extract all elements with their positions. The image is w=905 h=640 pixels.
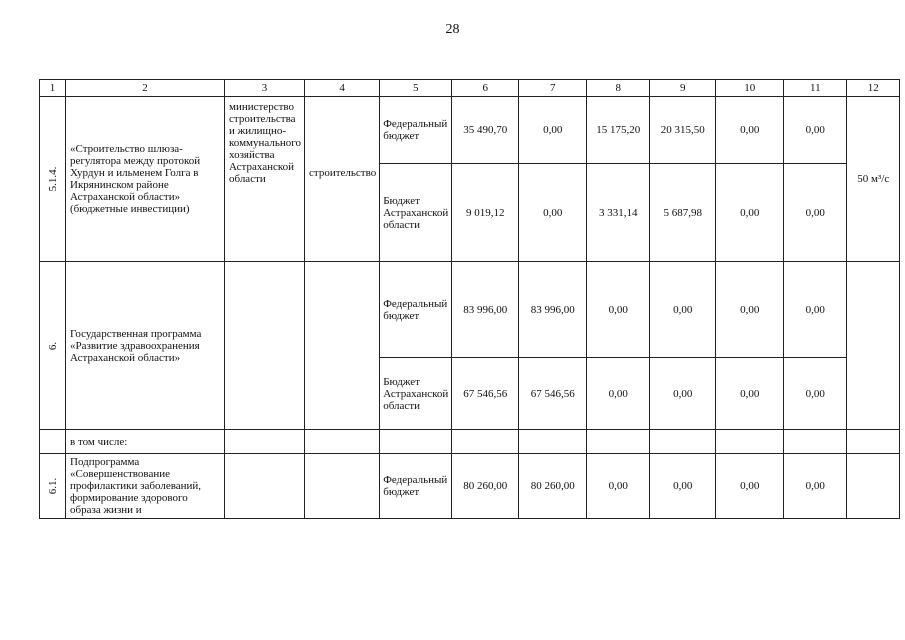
funding-source: Федеральный бюджет (380, 97, 452, 164)
funding-source: Федеральный бюджет (380, 454, 452, 519)
header-cell: 7 (519, 80, 587, 97)
row-number: 6.1. (46, 477, 59, 495)
value-cell: 5 687,98 (650, 164, 716, 262)
value-cell: 3 331,14 (587, 164, 650, 262)
value-cell: 83 996,00 (452, 262, 519, 358)
value-cell: 0,00 (519, 97, 587, 164)
header-cell: 10 (716, 80, 784, 97)
empty-cell (784, 430, 847, 454)
header-cell: 8 (587, 80, 650, 97)
value-cell: 0,00 (716, 262, 784, 358)
value-cell: 0,00 (650, 358, 716, 430)
empty-cell (519, 430, 587, 454)
value-cell: 20 315,50 (650, 97, 716, 164)
header-cell: 2 (66, 80, 225, 97)
value-cell: 0,00 (784, 358, 847, 430)
value-cell: 0,00 (784, 454, 847, 519)
table-row (40, 262, 900, 358)
empty-cell (40, 430, 66, 454)
header-cell: 5 (380, 80, 452, 97)
empty-cell (587, 430, 650, 454)
value-cell: 0,00 (519, 164, 587, 262)
row-executor: министерство строительства и жилищно-коммунального хозяйства Астраханской области (225, 97, 305, 262)
value-cell: 0,00 (716, 164, 784, 262)
row-number: 6. (46, 341, 59, 350)
funding-source: Бюджет Астраханской области (380, 358, 452, 430)
value-cell: 15 175,20 (587, 97, 650, 164)
empty-cell (225, 454, 305, 519)
value-cell: 0,00 (587, 358, 650, 430)
value-cell: 80 260,00 (519, 454, 587, 519)
empty-cell (305, 454, 380, 519)
empty-cell (380, 430, 452, 454)
value-cell: 83 996,00 (519, 262, 587, 358)
table-row (40, 430, 900, 454)
value-cell: 0,00 (716, 97, 784, 164)
value-cell: 9 019,12 (452, 164, 519, 262)
value-cell: 0,00 (650, 262, 716, 358)
header-cell: 4 (305, 80, 380, 97)
value-cell: 0,00 (587, 454, 650, 519)
empty-cell (847, 430, 900, 454)
value-cell: 0,00 (784, 97, 847, 164)
row-number-cell (40, 262, 66, 430)
empty-cell (305, 262, 380, 430)
row-number: 5.1.4. (46, 166, 59, 192)
value-cell: 67 546,56 (519, 358, 587, 430)
row-kind: строительство (305, 97, 380, 262)
value-cell: 0,00 (587, 262, 650, 358)
value-cell: 80 260,00 (452, 454, 519, 519)
header-cell: 3 (225, 80, 305, 97)
empty-cell (716, 430, 784, 454)
value-cell: 0,00 (650, 454, 716, 519)
funding-source: Федеральный бюджет (380, 262, 452, 358)
row-name: Государственная программа «Развитие здравоохранения Астраханской области» (66, 262, 225, 430)
value-cell: 0,00 (784, 262, 847, 358)
value-cell: 0,00 (716, 454, 784, 519)
empty-cell (847, 262, 900, 430)
row-number-cell (40, 97, 66, 262)
table-row (40, 454, 900, 519)
row-name: «Строительство шлюза-регулятора между протокой Хурдун и ильменем Голга в Икрянинском районе Астраханской области» (бюджетные инвестиции) (66, 97, 225, 262)
empty-cell (650, 430, 716, 454)
empty-cell (305, 430, 380, 454)
funding-source: Бюджет Астраханской области (380, 164, 452, 262)
header-cell: 9 (650, 80, 716, 97)
empty-cell (225, 430, 305, 454)
table-header-row (40, 80, 900, 97)
header-cell: 1 (40, 80, 66, 97)
budget-table (39, 79, 900, 519)
page-number: 28 (445, 22, 460, 37)
empty-cell (452, 430, 519, 454)
value-cell: 0,00 (716, 358, 784, 430)
including-label: в том числе: (66, 430, 225, 454)
header-cell: 11 (784, 80, 847, 97)
table-row (40, 97, 900, 164)
empty-cell (225, 262, 305, 430)
row-name: Подпрограмма «Совершенствование профилактики заболеваний, формирование здорового образа жизни и (66, 454, 225, 519)
row-result: 50 м³/с (847, 97, 900, 262)
empty-cell (847, 454, 900, 519)
value-cell: 67 546,56 (452, 358, 519, 430)
header-cell: 6 (452, 80, 519, 97)
value-cell: 0,00 (784, 164, 847, 262)
row-number-cell (40, 454, 66, 519)
value-cell: 35 490,70 (452, 97, 519, 164)
header-cell: 12 (847, 80, 900, 97)
